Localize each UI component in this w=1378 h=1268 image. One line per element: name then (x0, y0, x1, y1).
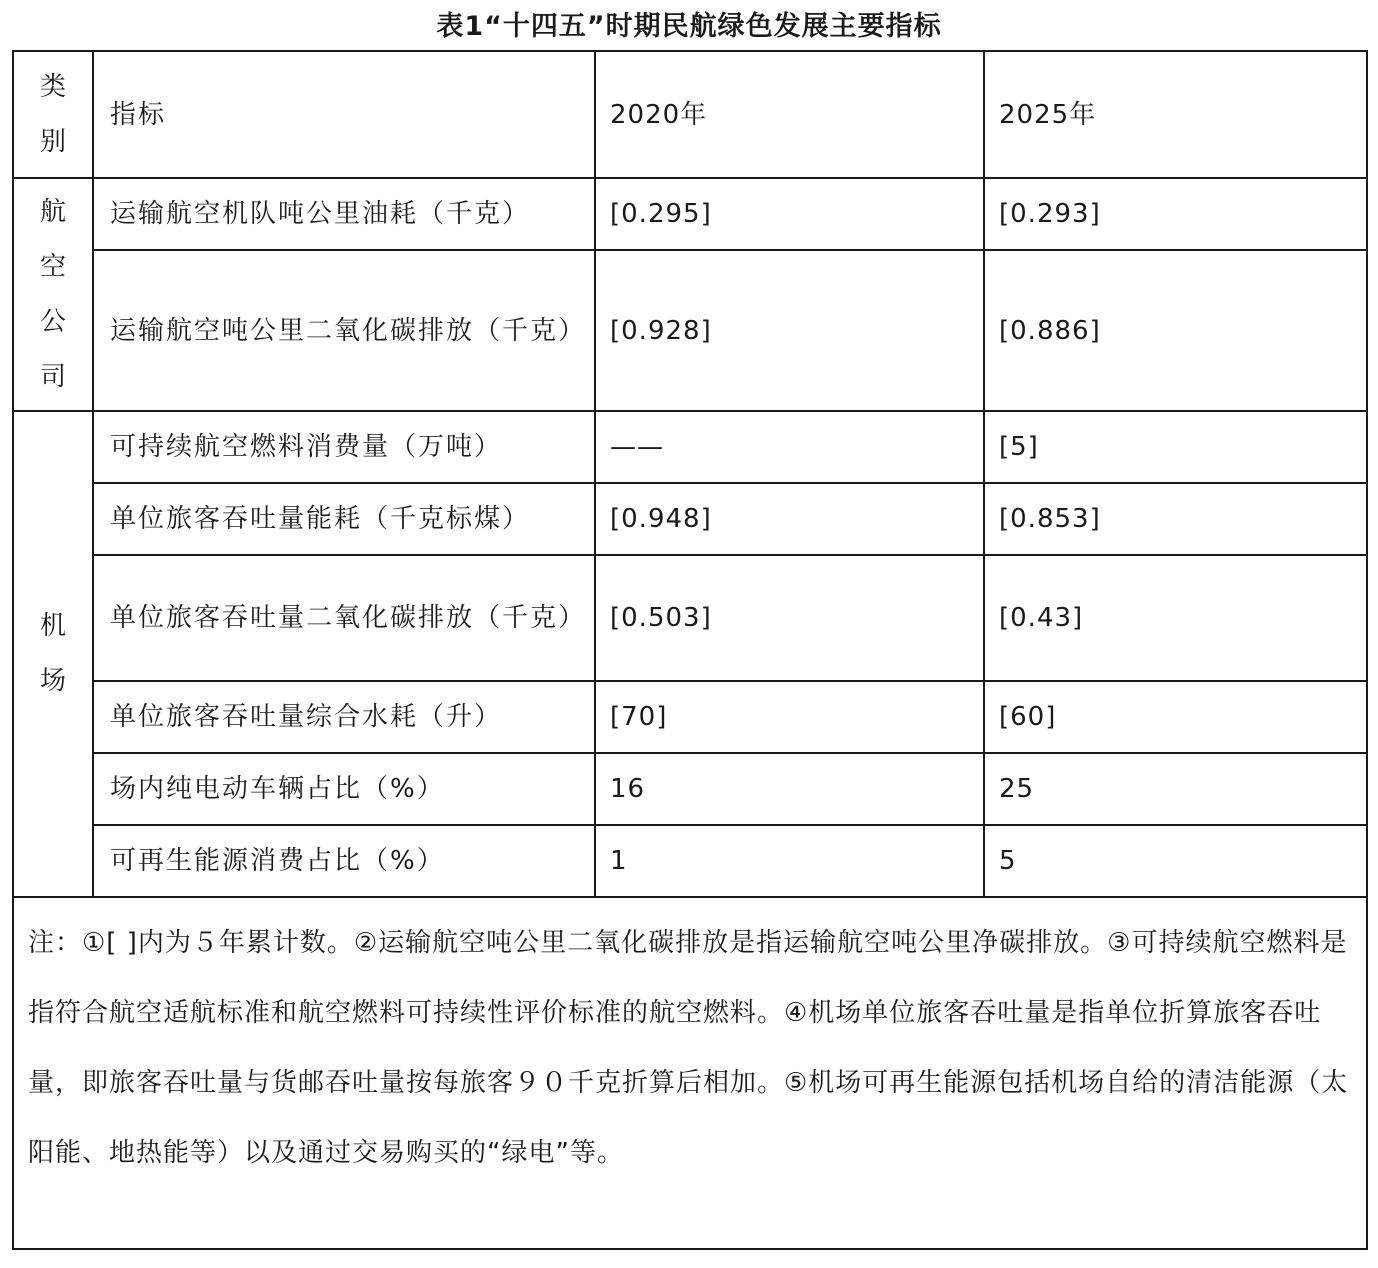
indicator-cell: 单位旅客吞吐量二氧化碳排放（千克） (93, 555, 595, 681)
value-2025: [5] (984, 411, 1367, 483)
table-row (13, 250, 1367, 411)
value-2025: [0.886] (984, 250, 1367, 411)
table-row (13, 681, 1367, 753)
indicator-cell: 可再生能源消费占比（%） (93, 825, 595, 897)
value-2025: [0.43] (984, 555, 1367, 681)
value-2020: 1 (595, 825, 984, 897)
note-row (13, 897, 1367, 1249)
table-row (13, 178, 1367, 250)
value-2020: [0.295] (595, 178, 984, 250)
value-2025: 25 (984, 753, 1367, 825)
header-category: 类别 (13, 51, 93, 178)
table-row (13, 483, 1367, 555)
value-2025: [60] (984, 681, 1367, 753)
indicator-cell: 单位旅客吞吐量能耗（千克标煤） (93, 483, 595, 555)
indicator-cell: 可持续航空燃料消费量（万吨） (93, 411, 595, 483)
table-row (13, 753, 1367, 825)
table-row (13, 555, 1367, 681)
indicator-cell: 场内纯电动车辆占比（%） (93, 753, 595, 825)
indicator-cell: 运输航空机队吨公里油耗（千克） (93, 178, 595, 250)
category-airline: 航空公司 (13, 178, 93, 411)
table-title: 表1“十四五”时期民航绿色发展主要指标 (436, 11, 942, 42)
value-2020: [70] (595, 681, 984, 753)
value-2020: 16 (595, 753, 984, 825)
table-note: 注：①[ ]内为５年累计数。②运输航空吨公里二氧化碳排放是指运输航空吨公里净碳排放。③可持续航空燃料是指符合航空适航标准和航空燃料可持续性评价标准的航空燃料。④机场单位旅客吞吐量是指单位折算旅客吞吐量，即旅客吞吐量与货邮吞吐量按每旅客９０千克折算后相加。⑤机场可再生能源包括机场自给的清洁能源（太阳能、地热能等）以及通过交易购买的“绿电”等。 (13, 897, 1367, 1249)
header-indicator: 指标 (93, 51, 595, 178)
table-row (13, 825, 1367, 897)
header-year-2020: 2020年 (595, 51, 984, 178)
header-year-2025: 2025年 (984, 51, 1367, 178)
value-2025: 5 (984, 825, 1367, 897)
value-2020: [0.503] (595, 555, 984, 681)
category-airport: 机场 (13, 411, 93, 897)
value-2020: —— (595, 411, 984, 483)
value-2020: [0.928] (595, 250, 984, 411)
value-2025: [0.853] (984, 483, 1367, 555)
value-2020: [0.948] (595, 483, 984, 555)
table-row (13, 411, 1367, 483)
indicator-cell: 运输航空吨公里二氧化碳排放（千克） (93, 250, 595, 411)
indicators-table (12, 50, 1368, 1250)
header-row (13, 51, 1367, 178)
indicator-cell: 单位旅客吞吐量综合水耗（升） (93, 681, 595, 753)
value-2025: [0.293] (984, 178, 1367, 250)
